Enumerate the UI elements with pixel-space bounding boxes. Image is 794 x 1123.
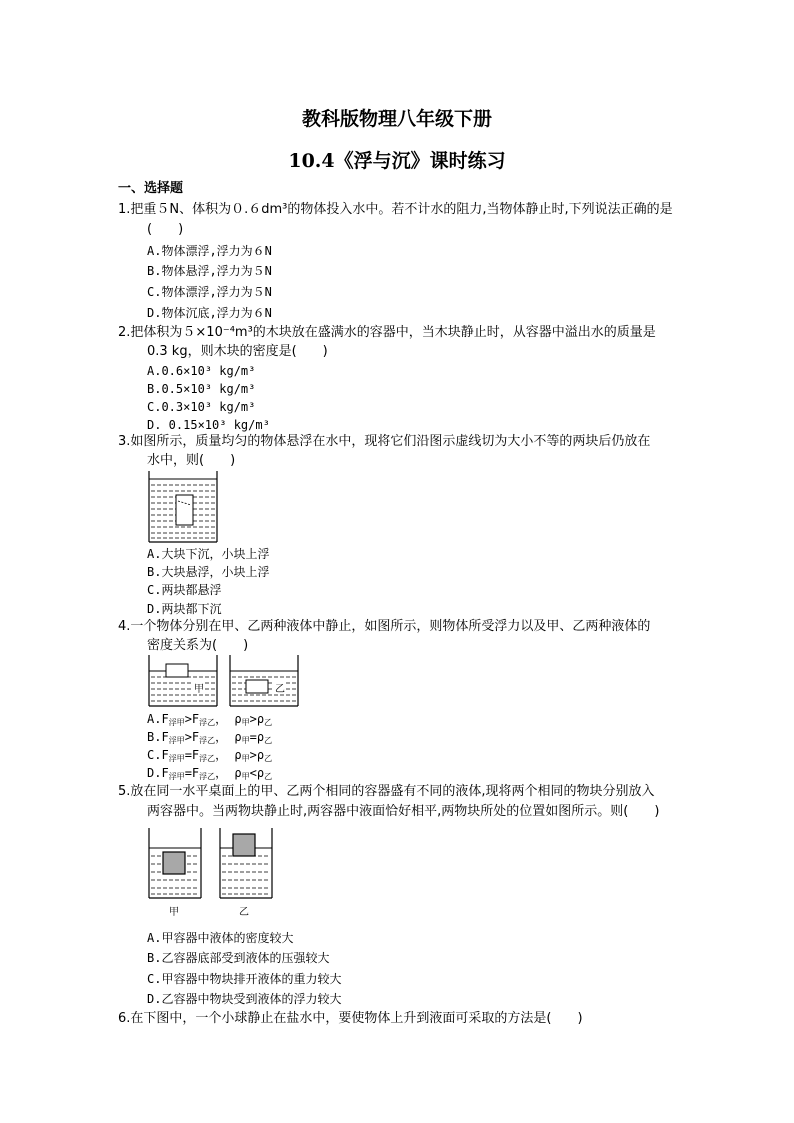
page-title: 教科版物理八年级下册 <box>301 108 492 130</box>
q6-stem-line1: 6.在下图中，一个小球静止在盐水中，要使物体上升到液面可采取的方法是( ) <box>118 1011 583 1026</box>
q3-stem-line1: 3.如图所示，质量均匀的物体悬浮在水中，现将它们沿图示虚线切为大小不等的两块后仍放在 <box>118 434 651 449</box>
q3-option-c: C.两块都悬浮 <box>147 583 222 597</box>
q5-label-yi: 乙 <box>239 907 249 918</box>
q2-option-a: A.0.6×10³ kg/m³ <box>147 364 256 378</box>
q4-label-jia: 甲 <box>194 684 204 695</box>
q5-block-yi <box>233 834 255 856</box>
q4-option-a: $A.F_{浮甲}>F_{浮乙}$， $\rho_甲>\rho_乙$ <box>147 712 273 727</box>
q4-block-yi <box>246 680 268 693</box>
q5-label-jia: 甲 <box>169 907 179 918</box>
q2-stem-line2: 0.3 kg，则木块的密度是( ) <box>147 344 328 359</box>
q5-option-c: C.甲容器中物块排开液体的重力较大 <box>147 972 342 986</box>
q5-stem-line1: 5.放在同一水平桌面上的甲、乙两个相同的容器盛有不同的液体,现将两个相同的物块分别放入 <box>118 784 655 799</box>
q4-diagram-yi <box>229 655 299 707</box>
page-subtitle: 10.4《浮与沉》课时练习 <box>288 150 506 172</box>
q4-option-d: $D.F_{浮甲}=F_{浮乙}$， $\rho_甲<\rho_乙$ <box>147 766 273 781</box>
q1-option-a: A.物体漂浮,浮力为６N <box>147 244 272 258</box>
section-heading: 一、选择题 <box>118 181 184 196</box>
q2-option-b: B.0.5×10³ kg/m³ <box>147 382 256 396</box>
q4-label-yi: 乙 <box>275 684 285 695</box>
q3-floating-block <box>176 495 193 525</box>
q3-option-a: A.大块下沉，小块上浮 <box>147 547 270 561</box>
q3-option-b: B.大块悬浮，小块上浮 <box>147 565 270 579</box>
q1-option-c: C.物体漂浮,浮力为５N <box>147 285 272 299</box>
q1-option-b: B.物体悬浮,浮力为５N <box>147 264 272 278</box>
q5-option-d: D.乙容器中物块受到液体的浮力较大 <box>147 992 342 1006</box>
q3-option-d: D.两块都下沉 <box>147 602 222 616</box>
q1-option-d: D.物体沉底,浮力为６N <box>147 306 272 320</box>
q4-option-c: $C.F_{浮甲}=F_{浮乙}$， $\rho_甲>\rho_乙$ <box>147 748 273 763</box>
q2-option-c: C.0.3×10³ kg/m³ <box>147 400 256 414</box>
q5-diagram-yi <box>219 828 273 918</box>
q2-option-d: D. 0.15×10³ kg/m³ <box>147 418 270 432</box>
q4-option-b: $B.F_{浮甲}>F_{浮乙}$， $\rho_甲=\rho_乙$ <box>147 730 273 745</box>
q1-stem-line2: ( ) <box>147 222 184 237</box>
q5-option-a: A.甲容器中液体的密度较大 <box>147 931 294 945</box>
q3-stem-line2: 水中，则( ) <box>147 453 236 468</box>
q3-diagram-container <box>148 471 218 543</box>
q5-option-b: B.乙容器底部受到液体的压强较大 <box>147 951 330 965</box>
q5-block-jia <box>163 852 185 874</box>
q2-stem-line1: 2.把体积为５×10⁻⁴m³的木块放在盛满水的容器中，当木块静止时，从容器中溢出水的质量是 <box>118 325 656 340</box>
q5-diagram-jia <box>148 828 202 918</box>
q4-diagram-jia <box>148 655 218 707</box>
q1-stem-line1: 1.把重５N、体积为０.６dm³的物体投入水中。若不计水的阻力,当物体静止时,下列说法正确的是 <box>118 202 673 217</box>
q5-stem-line2: 两容器中。当两物块静止时,两容器中液面恰好相平,两物块所处的位置如图所示。则( ) <box>147 804 660 819</box>
q4-stem-line1: 4.一个物体分别在甲、乙两种液体中静止，如图所示，则物体所受浮力以及甲、乙两种液体的 <box>118 619 651 634</box>
q4-stem-line2: 密度关系为( ) <box>147 638 249 653</box>
q4-block-jia <box>166 664 188 677</box>
